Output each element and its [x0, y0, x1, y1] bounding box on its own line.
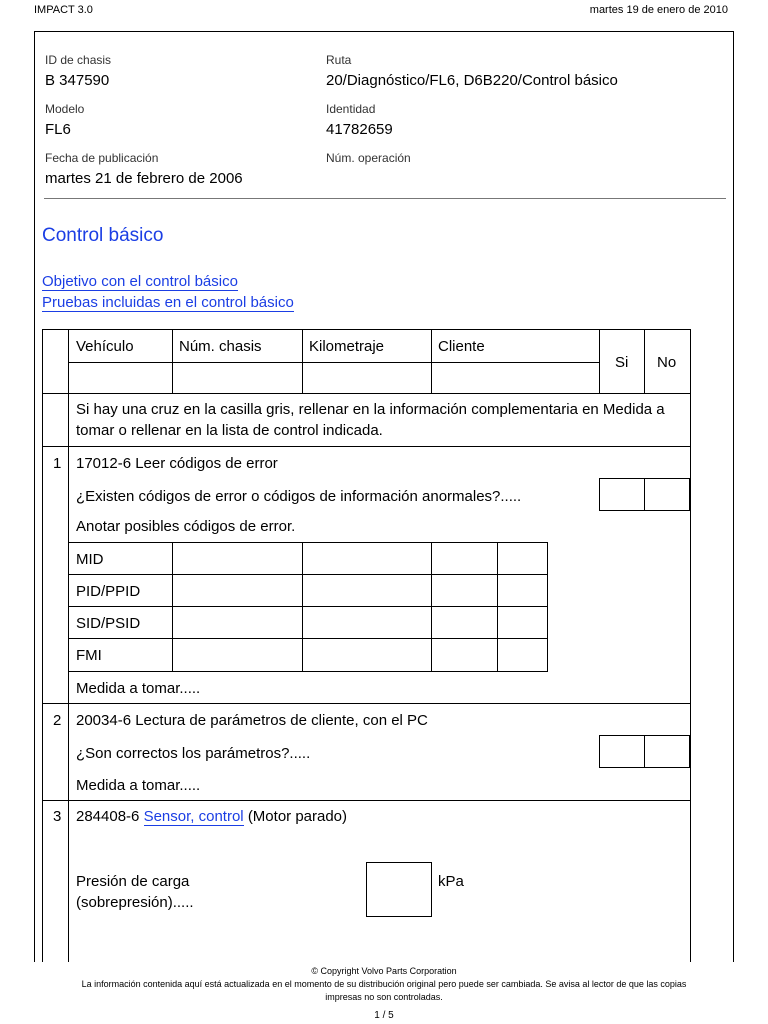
copyright: © Copyright Volvo Parts Corporation — [311, 966, 457, 976]
code-label-fmi: FMI — [76, 647, 102, 664]
section-title: Control básico — [42, 225, 164, 246]
divider — [44, 198, 726, 199]
code-label-sid: SID/PSID — [76, 615, 141, 632]
opnum-label: Núm. operación — [326, 151, 411, 165]
identity-label: Identidad — [326, 102, 376, 116]
step1-no-checkbox[interactable] — [644, 478, 690, 511]
pressure-label-2: (sobrepresión)..... — [76, 894, 194, 911]
model-label: Modelo — [45, 102, 85, 116]
code-label-mid: MID — [76, 551, 104, 568]
disclaimer-line-1: La información contenida aquí está actualizada en el momento de su distribución original pero puede ser cambiada. Se avisa al lector de que las copias — [81, 979, 687, 989]
step2-title: 20034-6 Lectura de parámetros de cliente, con el PC — [76, 712, 428, 729]
identity-value: 41782659 — [326, 121, 393, 138]
step1-action: Medida a tomar..... — [76, 680, 201, 697]
objective-link[interactable]: Objetivo con el control básico — [42, 273, 238, 290]
header-vehicle: Vehículo — [76, 338, 134, 355]
step2-no-checkbox[interactable] — [644, 735, 690, 768]
model-value: FL6 — [45, 121, 71, 138]
print-date: martes 19 de enero de 2010 — [589, 4, 728, 16]
instruction-text: Si hay una cruz en la casilla gris, rellenar en la información complementaria en Medida a tomar o rellenar en la lista de control indicada. — [76, 401, 665, 439]
page-number: 1 / 5 — [374, 1010, 394, 1021]
step2-number: 2 — [53, 712, 62, 729]
step1-title: 17012-6 Leer códigos de error — [76, 455, 278, 472]
chassis-label: ID de chasis — [45, 53, 112, 67]
header-chassis: Núm. chasis — [179, 338, 262, 355]
disclaimer-line-2: impresas no son controladas. — [325, 992, 443, 1002]
header-client: Cliente — [438, 338, 485, 355]
step3-code: 284408-6 — [76, 808, 140, 825]
pressure-input[interactable] — [366, 862, 432, 917]
pressure-unit: kPa — [438, 873, 464, 890]
step1-note: Anotar posibles códigos de error. — [76, 518, 296, 535]
header-yes: Si — [615, 354, 629, 371]
pubdate-value: martes 21 de febrero de 2006 — [45, 170, 243, 187]
chassis-value: B 347590 — [45, 72, 110, 89]
step2-question: ¿Son correctos los parámetros?..... — [76, 745, 311, 762]
route-label: Ruta — [326, 53, 352, 67]
route-value: 20/Diagnóstico/FL6, D6B220/Control básico — [326, 72, 618, 89]
header-mileage: Kilometraje — [309, 338, 385, 355]
pubdate-label: Fecha de publicación — [45, 151, 159, 165]
pressure-label: Presión de carga — [76, 873, 190, 890]
code-label-pid: PID/PPID — [76, 583, 141, 600]
step1-question: ¿Existen códigos de error o códigos de información anormales?..... — [76, 488, 522, 505]
step2-yes-checkbox[interactable] — [599, 735, 645, 768]
step1-number: 1 — [53, 455, 62, 472]
step2-action: Medida a tomar..... — [76, 777, 201, 794]
header-no: No — [657, 354, 677, 371]
step3-number: 3 — [53, 808, 62, 825]
step1-yes-checkbox[interactable] — [599, 478, 645, 511]
step3-title — [76, 808, 347, 825]
sensor-control-link[interactable]: Sensor, control — [143, 808, 244, 825]
tests-link[interactable]: Pruebas incluidas en el control básico — [42, 294, 294, 311]
app-title: IMPACT 3.0 — [34, 4, 93, 16]
step3-suffix: (Motor parado) — [247, 808, 348, 825]
